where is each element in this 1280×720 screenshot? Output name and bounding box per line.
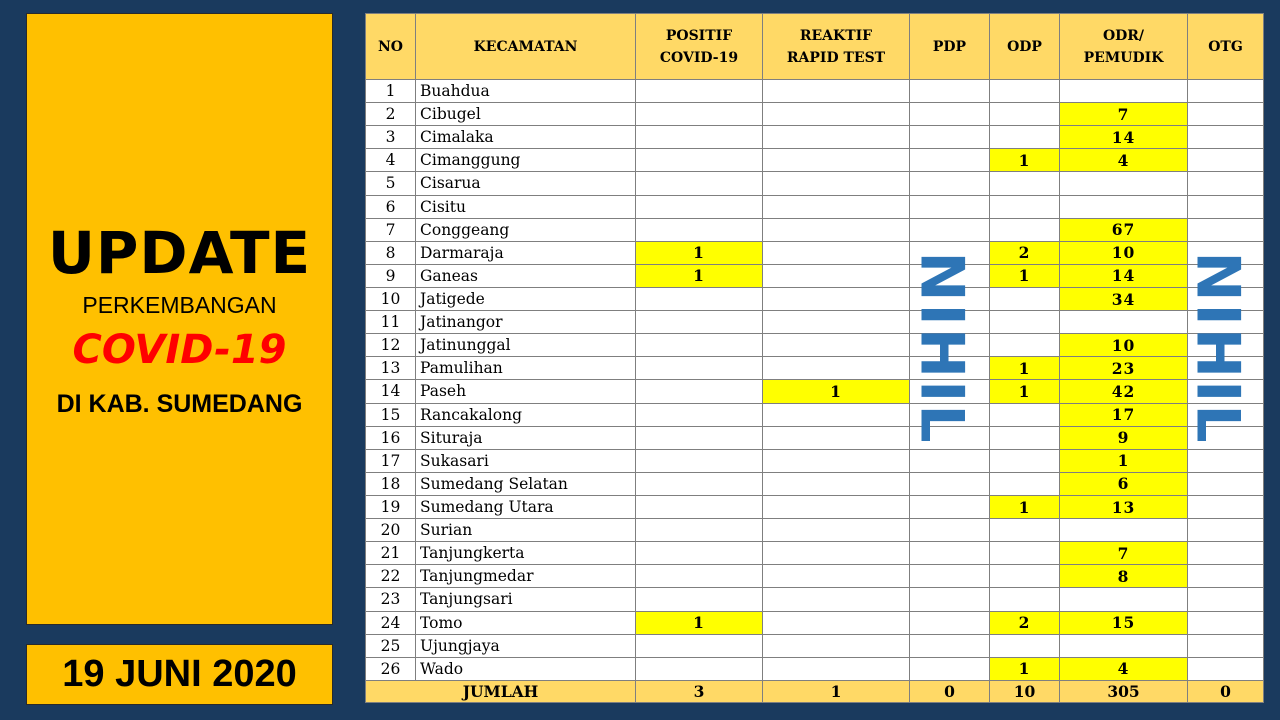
row-positif (636, 80, 763, 103)
total-positif: 3 (636, 681, 763, 703)
row-odr: 15 (1060, 611, 1188, 634)
row-positif (636, 287, 763, 310)
row-no: 1 (366, 80, 416, 103)
row-odp (990, 80, 1060, 103)
row-otg (1188, 103, 1264, 126)
row-kecamatan: Cimanggung (416, 149, 636, 172)
table-row (366, 472, 1264, 495)
row-no: 20 (366, 519, 416, 542)
row-positif (636, 357, 763, 380)
row-otg (1188, 472, 1264, 495)
row-kecamatan: Cisitu (416, 195, 636, 218)
row-odr (1060, 634, 1188, 657)
total-odp: 10 (990, 681, 1060, 703)
row-otg (1188, 542, 1264, 565)
header-odp: ODP (990, 14, 1060, 80)
row-kecamatan: Tanjungkerta (416, 542, 636, 565)
row-pdp (910, 195, 990, 218)
row-odp (990, 195, 1060, 218)
row-odp: 2 (990, 241, 1060, 264)
table-row (366, 126, 1264, 149)
row-kecamatan: Tanjungsari (416, 588, 636, 611)
row-reaktif (763, 149, 910, 172)
row-no: 25 (366, 634, 416, 657)
row-kecamatan: Buahdua (416, 80, 636, 103)
row-pdp (910, 519, 990, 542)
row-positif: 1 (636, 264, 763, 287)
row-odr (1060, 519, 1188, 542)
row-no: 21 (366, 542, 416, 565)
total-row (366, 681, 1264, 703)
row-no: 13 (366, 357, 416, 380)
row-no: 8 (366, 241, 416, 264)
row-pdp (910, 611, 990, 634)
row-kecamatan: Jatigede (416, 287, 636, 310)
header-odr: ODR/ PEMUDIK (1060, 14, 1188, 80)
row-pdp (910, 149, 990, 172)
row-reaktif (763, 565, 910, 588)
table-row (366, 449, 1264, 472)
row-odp (990, 565, 1060, 588)
row-odp (990, 449, 1060, 472)
row-positif (636, 172, 763, 195)
row-no: 16 (366, 426, 416, 449)
header-otg: OTG (1188, 14, 1264, 80)
table-row (366, 357, 1264, 380)
table-row (366, 103, 1264, 126)
row-positif (636, 495, 763, 518)
row-kecamatan: Rancakalong (416, 403, 636, 426)
row-odp: 1 (990, 264, 1060, 287)
row-positif: 1 (636, 241, 763, 264)
table-row (366, 634, 1264, 657)
row-positif (636, 519, 763, 542)
row-no: 6 (366, 195, 416, 218)
row-odr: 34 (1060, 287, 1188, 310)
row-reaktif (763, 103, 910, 126)
row-reaktif (763, 611, 910, 634)
row-odr: 14 (1060, 126, 1188, 149)
row-no: 15 (366, 403, 416, 426)
row-positif (636, 542, 763, 565)
row-no: 18 (366, 472, 416, 495)
row-odr: 17 (1060, 403, 1188, 426)
row-otg (1188, 588, 1264, 611)
row-kecamatan: Cisarua (416, 172, 636, 195)
row-odr: 4 (1060, 149, 1188, 172)
row-reaktif (763, 80, 910, 103)
row-positif (636, 311, 763, 334)
row-odp (990, 472, 1060, 495)
row-pdp (910, 588, 990, 611)
row-positif (636, 149, 763, 172)
row-odp (990, 103, 1060, 126)
row-odr: 67 (1060, 218, 1188, 241)
row-positif: 1 (636, 611, 763, 634)
row-odr: 1 (1060, 449, 1188, 472)
row-otg (1188, 126, 1264, 149)
row-no: 22 (366, 565, 416, 588)
row-pdp (910, 218, 990, 241)
row-positif (636, 634, 763, 657)
header-kecamatan: KECAMATAN (416, 14, 636, 80)
row-reaktif (763, 449, 910, 472)
row-odp: 1 (990, 380, 1060, 403)
row-otg (1188, 149, 1264, 172)
row-pdp (910, 634, 990, 657)
header-pdp: PDP (910, 14, 990, 80)
row-reaktif (763, 495, 910, 518)
row-odr: 13 (1060, 495, 1188, 518)
pdp-nihil-note: NIHIL (907, 251, 977, 445)
row-positif (636, 103, 763, 126)
row-no: 17 (366, 449, 416, 472)
row-odr: 6 (1060, 472, 1188, 495)
row-otg (1188, 172, 1264, 195)
total-odr: 305 (1060, 681, 1188, 703)
row-no: 3 (366, 126, 416, 149)
row-reaktif (763, 241, 910, 264)
row-pdp (910, 449, 990, 472)
header-reaktif: REAKTIF RAPID TEST (763, 14, 910, 80)
row-positif (636, 565, 763, 588)
row-odr: 10 (1060, 241, 1188, 264)
row-kecamatan: Ujungjaya (416, 634, 636, 657)
update-title: UPDATE (47, 219, 312, 287)
table-row (366, 588, 1264, 611)
row-otg (1188, 195, 1264, 218)
row-no: 2 (366, 103, 416, 126)
row-odr (1060, 311, 1188, 334)
row-no: 23 (366, 588, 416, 611)
row-pdp (910, 126, 990, 149)
row-positif (636, 449, 763, 472)
row-odr: 7 (1060, 103, 1188, 126)
row-odr: 7 (1060, 542, 1188, 565)
table-row (366, 80, 1264, 103)
row-kecamatan: Surian (416, 519, 636, 542)
row-reaktif (763, 588, 910, 611)
row-pdp (910, 103, 990, 126)
row-no: 12 (366, 334, 416, 357)
region-title: DI KAB. SUMEDANG (56, 390, 303, 418)
table-row (366, 334, 1264, 357)
row-reaktif (763, 287, 910, 310)
title-panel (26, 13, 333, 625)
row-odr: 42 (1060, 380, 1188, 403)
row-reaktif (763, 195, 910, 218)
row-otg (1188, 449, 1264, 472)
row-pdp (910, 565, 990, 588)
total-reaktif: 1 (763, 681, 910, 703)
row-odr (1060, 195, 1188, 218)
row-positif (636, 126, 763, 149)
row-kecamatan: Sukasari (416, 449, 636, 472)
table-row (366, 149, 1264, 172)
row-pdp (910, 542, 990, 565)
row-kecamatan: Tomo (416, 611, 636, 634)
row-odr: 14 (1060, 264, 1188, 287)
row-no: 11 (366, 311, 416, 334)
otg-nihil-note: NIHIL (1183, 251, 1253, 445)
row-positif (636, 195, 763, 218)
row-odr (1060, 588, 1188, 611)
row-odr: 4 (1060, 657, 1188, 680)
row-odp: 2 (990, 611, 1060, 634)
table-row (366, 542, 1264, 565)
covid-table (365, 13, 1264, 703)
row-reaktif (763, 334, 910, 357)
table-row (366, 380, 1264, 403)
row-odp (990, 334, 1060, 357)
row-odp: 1 (990, 357, 1060, 380)
table-row (366, 657, 1264, 680)
covid-title: COVID-19 (72, 327, 287, 373)
row-reaktif (763, 519, 910, 542)
row-pdp (910, 495, 990, 518)
table-row (366, 426, 1264, 449)
row-odp (990, 218, 1060, 241)
row-pdp (910, 172, 990, 195)
table-row (366, 218, 1264, 241)
row-otg (1188, 80, 1264, 103)
table-row (366, 172, 1264, 195)
row-kecamatan: Situraja (416, 426, 636, 449)
table-row (366, 611, 1264, 634)
row-reaktif (763, 311, 910, 334)
row-reaktif (763, 126, 910, 149)
table-header (366, 14, 1264, 80)
row-positif (636, 334, 763, 357)
row-otg (1188, 495, 1264, 518)
row-odp (990, 172, 1060, 195)
row-kecamatan: Darmaraja (416, 241, 636, 264)
row-odr: 10 (1060, 334, 1188, 357)
row-otg (1188, 218, 1264, 241)
row-no: 7 (366, 218, 416, 241)
row-reaktif (763, 403, 910, 426)
row-reaktif (763, 357, 910, 380)
table-row (366, 264, 1264, 287)
row-no: 9 (366, 264, 416, 287)
row-reaktif (763, 172, 910, 195)
row-kecamatan: Conggeang (416, 218, 636, 241)
row-positif (636, 218, 763, 241)
row-odp: 1 (990, 657, 1060, 680)
row-pdp (910, 472, 990, 495)
row-reaktif (763, 472, 910, 495)
table-row (366, 519, 1264, 542)
perkembangan-subtitle: PERKEMBANGAN (82, 292, 277, 318)
row-kecamatan: Wado (416, 657, 636, 680)
row-kecamatan: Jatinangor (416, 311, 636, 334)
row-odr: 8 (1060, 565, 1188, 588)
row-reaktif (763, 542, 910, 565)
total-pdp: 0 (910, 681, 990, 703)
row-pdp (910, 80, 990, 103)
row-positif (636, 426, 763, 449)
row-positif (636, 403, 763, 426)
table-row (366, 565, 1264, 588)
row-otg (1188, 657, 1264, 680)
row-odp (990, 403, 1060, 426)
row-positif (636, 588, 763, 611)
row-otg (1188, 519, 1264, 542)
date-banner: 19 JUNI 2020 (26, 644, 333, 705)
header-positif: POSITIF COVID-19 (636, 14, 763, 80)
row-reaktif (763, 426, 910, 449)
row-odp: 1 (990, 149, 1060, 172)
row-positif (636, 472, 763, 495)
table-row (366, 195, 1264, 218)
row-reaktif: 1 (763, 380, 910, 403)
row-otg (1188, 634, 1264, 657)
row-reaktif (763, 634, 910, 657)
table-row (366, 287, 1264, 310)
row-odp (990, 287, 1060, 310)
row-odr: 23 (1060, 357, 1188, 380)
row-odp (990, 588, 1060, 611)
header-no: NO (366, 14, 416, 80)
row-otg (1188, 611, 1264, 634)
table-row (366, 311, 1264, 334)
total-otg: 0 (1188, 681, 1264, 703)
row-odp (990, 634, 1060, 657)
table-row (366, 241, 1264, 264)
row-kecamatan: Cibugel (416, 103, 636, 126)
row-kecamatan: Cimalaka (416, 126, 636, 149)
table-row (366, 403, 1264, 426)
row-kecamatan: Sumedang Utara (416, 495, 636, 518)
row-odp (990, 519, 1060, 542)
row-kecamatan: Ganeas (416, 264, 636, 287)
row-kecamatan: Paseh (416, 380, 636, 403)
row-otg (1188, 565, 1264, 588)
row-no: 26 (366, 657, 416, 680)
row-kecamatan: Sumedang Selatan (416, 472, 636, 495)
row-odp: 1 (990, 495, 1060, 518)
row-kecamatan: Jatinunggal (416, 334, 636, 357)
row-no: 19 (366, 495, 416, 518)
row-reaktif (763, 657, 910, 680)
row-odp (990, 426, 1060, 449)
row-no: 10 (366, 287, 416, 310)
row-odr (1060, 172, 1188, 195)
row-positif (636, 657, 763, 680)
row-kecamatan: Pamulihan (416, 357, 636, 380)
row-odr (1060, 80, 1188, 103)
total-label: JUMLAH (366, 681, 636, 703)
row-reaktif (763, 218, 910, 241)
row-no: 5 (366, 172, 416, 195)
row-no: 4 (366, 149, 416, 172)
row-odr: 9 (1060, 426, 1188, 449)
row-pdp (910, 657, 990, 680)
row-odp (990, 126, 1060, 149)
row-kecamatan: Tanjungmedar (416, 565, 636, 588)
row-reaktif (763, 264, 910, 287)
row-odp (990, 542, 1060, 565)
row-odp (990, 311, 1060, 334)
covid-table-container (365, 13, 1263, 703)
row-no: 14 (366, 380, 416, 403)
row-positif (636, 380, 763, 403)
row-no: 24 (366, 611, 416, 634)
table-row (366, 495, 1264, 518)
